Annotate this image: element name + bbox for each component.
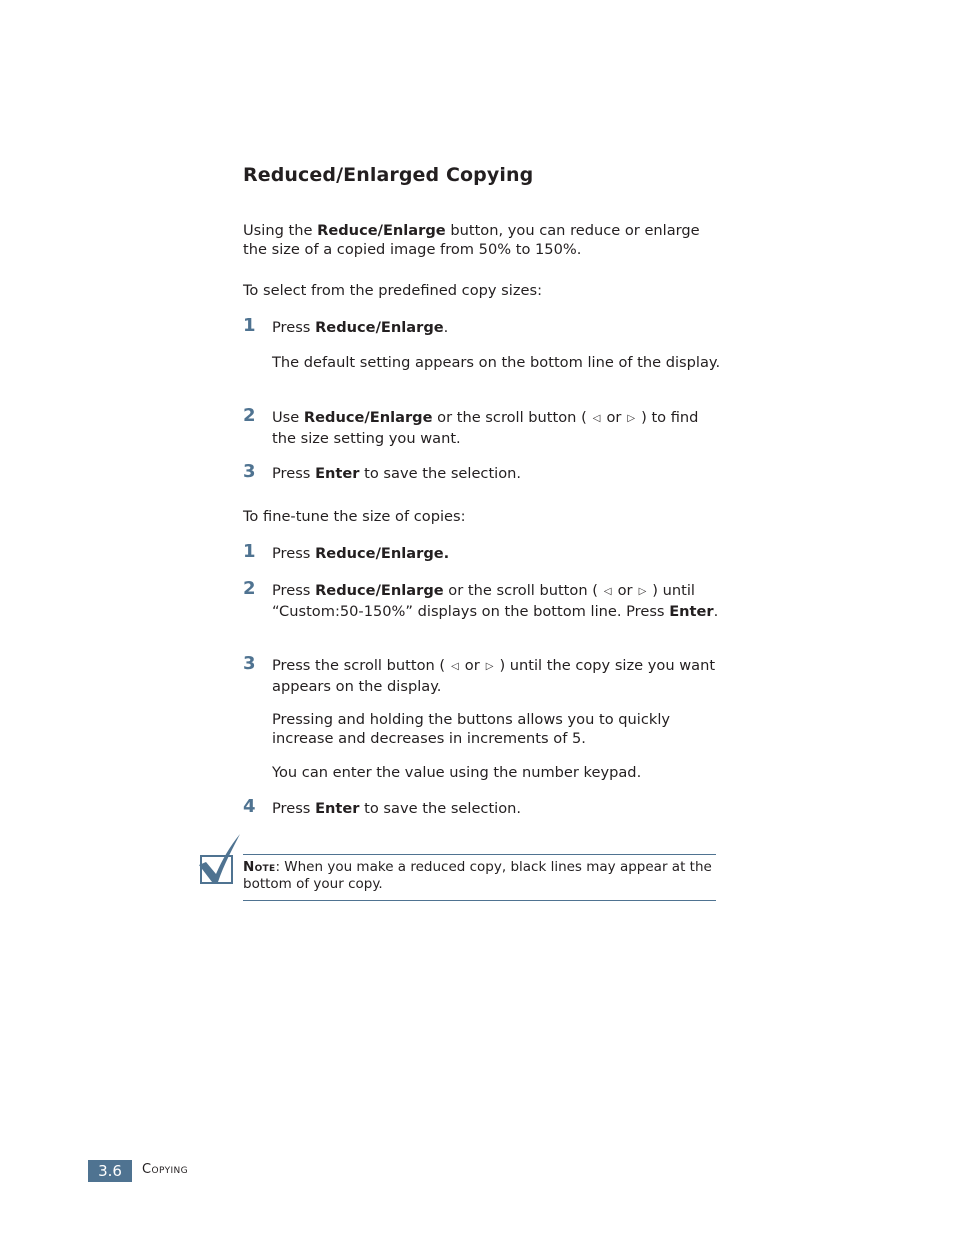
page-number: 3.6 xyxy=(88,1160,132,1182)
step-detail: You can enter the value using the number keypad. xyxy=(272,764,642,781)
step-text: Press the scroll button ( ◁ or ▷ ) until the copy size you want appears on the display. xyxy=(272,657,716,695)
left-triangle-icon: ◁ xyxy=(451,661,459,672)
step-detail: The default setting appears on the bottom line of the display. xyxy=(272,354,721,371)
intro-paragraph: Using the Reduce/Enlarge button, you can reduce or enlarge the size of a copied image from 50% to 150%. xyxy=(243,222,700,258)
right-triangle-icon: ▷ xyxy=(638,586,647,597)
step-number: 2 xyxy=(243,405,256,426)
left-triangle-icon: ◁ xyxy=(603,586,612,597)
step-text: Press Reduce/Enlarge. xyxy=(272,545,450,562)
step-detail: Pressing and holding the buttons allows you to quickly increase and decreases in increments of 5. xyxy=(272,711,671,747)
step-text: Press Reduce/Enlarge or the scroll button ( ◁ or ▷ ) until “Custom:50-150%” displays on the bottom line. Press Enter. xyxy=(272,582,719,620)
step-text: Press Enter to save the selection. xyxy=(272,800,522,817)
section2-lead: To fine-tune the size of copies: xyxy=(243,508,466,525)
right-triangle-icon: ▷ xyxy=(485,661,494,672)
left-triangle-icon: ◁ xyxy=(592,413,601,424)
note-text: Note: When you make a reduced copy, black lines may appear at the bottom of your copy. xyxy=(243,859,712,892)
step-number: 3 xyxy=(243,461,256,482)
page-title: Reduced/Enlarged Copying xyxy=(243,164,534,186)
right-triangle-icon: ▷ xyxy=(627,413,636,424)
section1-lead: To select from the predefined copy sizes: xyxy=(243,282,542,299)
step-text: Press Reduce/Enlarge. xyxy=(272,319,449,336)
step-number: 4 xyxy=(243,796,256,817)
chapter-title: Copying xyxy=(142,1162,189,1177)
step-number: 2 xyxy=(243,578,256,599)
step-number: 1 xyxy=(243,315,256,336)
step-number: 1 xyxy=(243,541,256,562)
step-text: Use Reduce/Enlarge or the scroll button ( ◁ or ▷ ) to find the size setting you want. xyxy=(272,409,699,447)
step-number: 3 xyxy=(243,653,256,674)
step-text: Press Enter to save the selection. xyxy=(272,465,522,482)
note-label: Note xyxy=(243,859,276,875)
checkmark-note-icon xyxy=(196,832,244,886)
